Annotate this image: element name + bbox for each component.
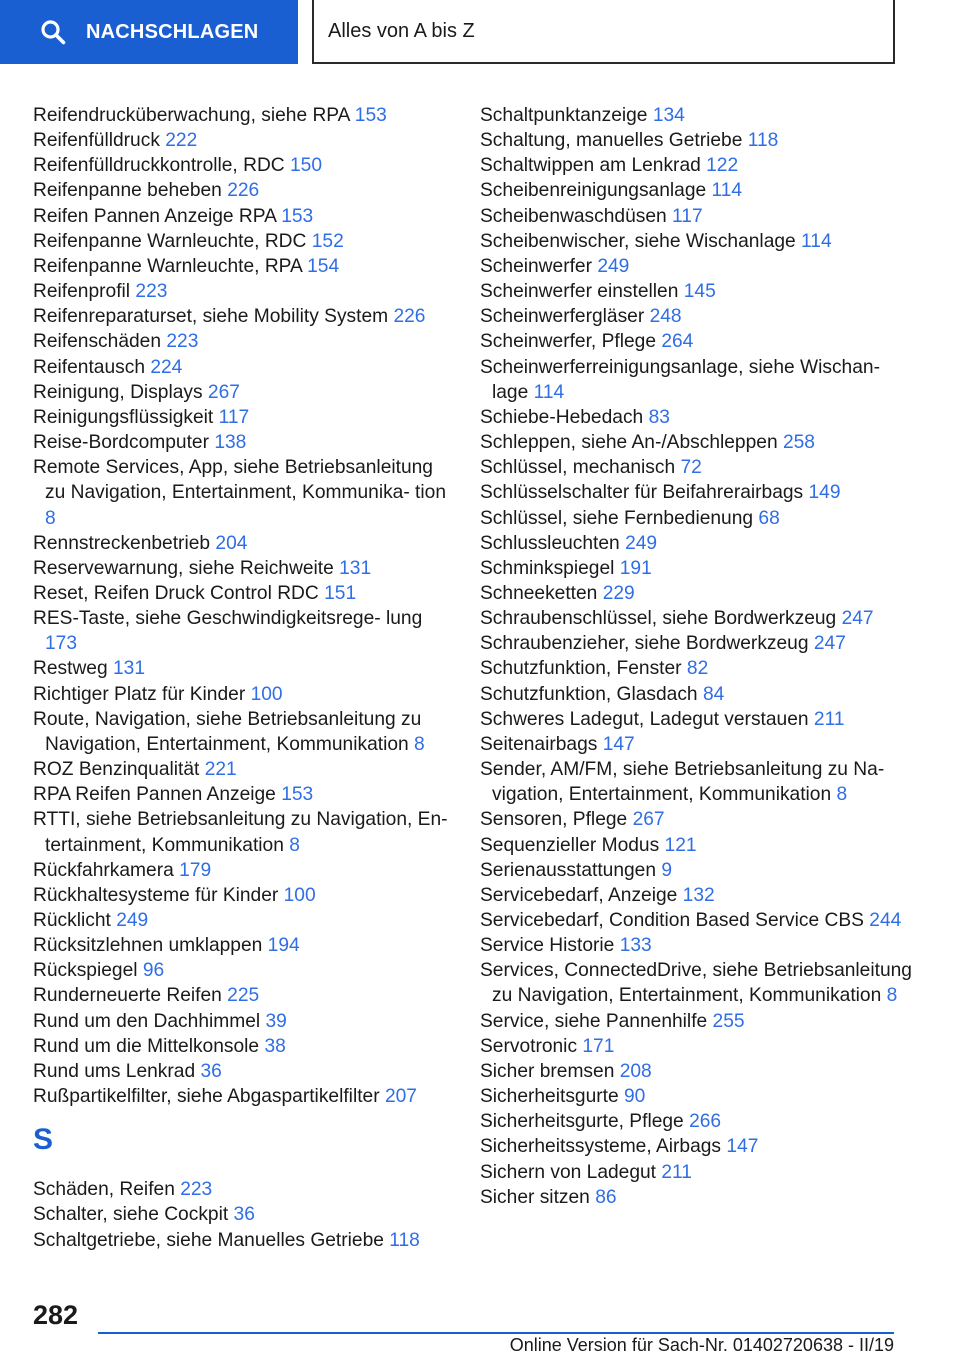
index-entry-text: Schäden, Reifen <box>33 1179 175 1201</box>
index-entry <box>33 380 453 405</box>
index-page-link[interactable]: 8 <box>45 507 56 529</box>
index-entry <box>480 1009 916 1034</box>
index-entry-text: Servotronic <box>480 1035 578 1057</box>
index-entry <box>480 128 916 153</box>
footer-divider <box>98 1332 894 1334</box>
index-page-link[interactable]: 255 <box>712 1010 745 1032</box>
index-entry-text: Scheinwerfergläser <box>480 306 645 328</box>
index-entry-text: Schaltgetriebe, siehe Manuelles Getriebe <box>33 1229 384 1251</box>
index-entry-text: Reifenpanne Warnleuchte, RDC <box>33 230 307 252</box>
index-entry-text: Reifentausch <box>33 356 145 378</box>
index-entry <box>480 1084 916 1109</box>
index-page-link[interactable]: 150 <box>290 155 323 177</box>
index-page-link[interactable]: 133 <box>619 935 652 957</box>
index-page-link[interactable]: 267 <box>632 809 665 831</box>
index-entry-text: Schleppen, siehe An-/Abschleppen <box>480 432 778 454</box>
index-page-link[interactable]: 122 <box>706 155 739 177</box>
index-entry <box>33 128 453 153</box>
index-entry <box>33 983 453 1008</box>
index-page-link[interactable]: 222 <box>165 130 198 152</box>
index-entry <box>480 1059 916 1084</box>
index-entry <box>480 606 916 631</box>
index-page-link[interactable]: 247 <box>813 633 846 655</box>
index-entry-text: Servicebedarf, Anzeige <box>480 884 678 906</box>
index-entry <box>33 908 453 933</box>
index-entry <box>33 455 453 530</box>
index-entry-text: Reifenprofil <box>33 281 131 303</box>
index-entry <box>33 355 453 380</box>
index-entry <box>480 732 916 757</box>
index-page-link[interactable]: 114 <box>533 381 565 403</box>
index-entry-text: Sicherheitssysteme, Airbags <box>480 1136 722 1158</box>
index-entry-text: Runderneuerte Reifen <box>33 985 222 1007</box>
index-entry <box>33 1177 453 1202</box>
index-page-link[interactable]: 171 <box>582 1035 615 1057</box>
index-page-link[interactable]: 72 <box>680 457 702 479</box>
index-page-link[interactable]: 96 <box>142 960 165 982</box>
index-page-link[interactable]: 36 <box>200 1060 222 1082</box>
index-entry <box>480 480 916 505</box>
index-entry <box>480 682 916 707</box>
index-entry-text: Schlussleuchten <box>480 532 620 554</box>
index-entry-text: Rücksitzlehnen umklappen <box>33 935 263 957</box>
index-entry <box>480 631 916 656</box>
index-page-link[interactable]: 194 <box>267 935 300 957</box>
index-page-link[interactable]: 132 <box>682 884 715 906</box>
index-entry-text: Rückfahrkamera <box>33 859 174 881</box>
index-entry <box>33 153 453 178</box>
index-page-link[interactable]: 114 <box>711 180 743 202</box>
index-entry-text: Richtiger Platz für Kinder <box>33 683 246 705</box>
index-page-link[interactable]: 100 <box>283 884 316 906</box>
index-entry <box>480 581 916 606</box>
index-page-link[interactable]: 117 <box>672 205 703 227</box>
index-entry-text: Reifenfülldruck <box>33 130 160 152</box>
index-entry-text: Remote Services, App, siehe Betriebsanleitung zu Navigation, Entertainment, Kommunika- tion <box>33 457 446 504</box>
index-entry <box>480 455 916 480</box>
index-page-link[interactable]: 9 <box>661 859 673 881</box>
index-page-link[interactable]: 204 <box>215 532 248 554</box>
index-entry-text: Reservewarnung, siehe Reichweite <box>33 557 334 579</box>
index-entry-text: Scheinwerfer <box>480 255 592 277</box>
index-entry-text: Schlüssel, mechanisch <box>480 457 676 479</box>
index-entry-text: Schutzfunktion, Fenster <box>480 658 682 680</box>
index-entry-text: Schutzfunktion, Glasdach <box>480 683 698 705</box>
index-entry-text: Rennstreckenbetrieb <box>33 532 211 554</box>
index-entry-text: Service, siehe Pannenhilfe <box>480 1010 708 1032</box>
tab-alles-von-a-bis-z[interactable] <box>312 0 895 64</box>
index-entry-text: Rückhaltesysteme für Kinder <box>33 884 279 906</box>
index-page-link[interactable]: 82 <box>686 658 709 680</box>
index-entry-text: Sicher sitzen <box>480 1186 590 1208</box>
index-entry <box>33 581 453 606</box>
index-page-link[interactable]: 147 <box>726 1136 759 1158</box>
index-page-link[interactable]: 152 <box>311 230 344 252</box>
index-entry <box>480 153 916 178</box>
index-entry <box>33 178 453 203</box>
index-page-link[interactable]: 90 <box>624 1086 646 1108</box>
index-entry <box>480 1185 916 1210</box>
index-entry <box>33 279 453 304</box>
index-page-link[interactable]: 68 <box>758 507 780 529</box>
index-entry <box>33 103 453 128</box>
index-entry-text: Serienausstattungen <box>480 859 657 881</box>
index-page-link[interactable]: 138 <box>214 432 247 454</box>
index-entry <box>480 833 916 858</box>
index-page-link[interactable]: 223 <box>135 281 168 303</box>
index-page-link[interactable]: 244 <box>869 910 902 931</box>
index-page-link[interactable]: 211 <box>661 1161 692 1183</box>
index-entry <box>480 807 916 832</box>
index-entry <box>33 1059 453 1084</box>
index-entry <box>480 1134 916 1159</box>
index-page-link[interactable]: 226 <box>227 180 260 202</box>
index-page-link[interactable]: 211 <box>813 708 845 730</box>
index-page-link[interactable]: 153 <box>281 205 314 227</box>
index-letter-heading: S <box>33 1123 54 1157</box>
index-entry-text: Rund um den Dachhimmel <box>33 1010 261 1032</box>
index-entry <box>33 430 453 455</box>
index-entry <box>33 1034 453 1059</box>
index-entry-text: Rußpartikelfilter, siehe Abgaspartikelfilter <box>33 1086 380 1108</box>
index-page-link[interactable]: 153 <box>281 784 314 806</box>
index-page-link[interactable]: 248 <box>649 306 682 328</box>
index-entry-text: Scheinwerfer einstellen <box>480 281 679 303</box>
index-entry-text: Reifen Pannen Anzeige RPA <box>33 205 276 227</box>
index-entry-text: RTTI, siehe Betriebsanleitung zu Navigation, En- tertainment, Kommunikation <box>33 809 448 856</box>
index-entry-text: Rund ums Lenkrad <box>33 1060 196 1082</box>
index-entry-text: Seitenairbags <box>480 733 598 755</box>
index-entry <box>33 757 453 782</box>
index-page-link[interactable]: 207 <box>384 1086 417 1108</box>
index-entry-text: Sensoren, Pflege <box>480 809 628 831</box>
index-entry <box>480 531 916 556</box>
tab-nachschlagen[interactable] <box>0 0 298 64</box>
index-entry <box>33 682 453 707</box>
index-page-link[interactable]: 154 <box>307 255 340 277</box>
page-number: 282 <box>33 1300 79 1330</box>
index-entry-text: ROZ Benzinqualität <box>33 759 200 781</box>
index-page-link[interactable]: 117 <box>218 406 250 428</box>
index-entry <box>33 1009 453 1034</box>
index-entry <box>33 883 453 908</box>
index-entry-text: Scheinwerfer, Pflege <box>480 331 656 353</box>
index-entry-text: Rund um die Mittelkonsole <box>33 1035 260 1057</box>
index-entry-text: Reifenfülldruckkontrolle, RDC <box>33 155 285 177</box>
index-entry-text: Schraubenschlüssel, siehe Bordwerkzeug <box>480 608 837 630</box>
index-entry <box>480 556 916 581</box>
index-entry-text: Reifenschäden <box>33 331 162 353</box>
tab-label-active: NACHSCHLAGEN <box>86 20 259 43</box>
index-entry-text: RES-Taste, siehe Geschwindigkeitsrege- lung <box>33 608 423 630</box>
index-entry-text: Schlüsselschalter für Beifahrerairbags <box>480 482 804 504</box>
index-entry <box>480 506 916 531</box>
index-entry-text: Rückspiegel <box>33 960 138 982</box>
index-entry <box>480 204 916 229</box>
index-entry <box>480 1034 916 1059</box>
index-page-link[interactable]: 38 <box>264 1035 286 1057</box>
index-entry-text: Sicherheitsgurte <box>480 1086 619 1108</box>
index-page-link[interactable]: 149 <box>808 482 841 504</box>
index-entry-text: Schaltwippen am Lenkrad <box>480 155 701 177</box>
index-entry <box>33 405 453 430</box>
index-page-link[interactable]: 147 <box>602 733 635 755</box>
index-page-link[interactable]: 118 <box>747 130 779 152</box>
index-page-link[interactable]: 249 <box>116 910 149 931</box>
index-page-link[interactable]: 145 <box>683 281 716 303</box>
index-entry-text: Sicherheitsgurte, Pflege <box>480 1111 684 1133</box>
index-entry <box>480 933 916 958</box>
index-entry <box>33 304 453 329</box>
index-page-link[interactable]: 208 <box>619 1060 652 1082</box>
index-entry <box>33 933 453 958</box>
index-entry <box>480 405 916 430</box>
index-entry-text: Sequenzieller Modus <box>480 834 660 856</box>
index-entry <box>480 304 916 329</box>
index-page-link[interactable]: 8 <box>886 985 898 1007</box>
index-entry <box>33 606 453 656</box>
index-entry <box>480 757 916 807</box>
index-entry <box>33 707 453 757</box>
index-page-link[interactable]: 179 <box>179 859 212 881</box>
index-entry <box>33 531 453 556</box>
index-page-link[interactable]: 131 <box>113 658 146 680</box>
index-entry-text: Sender, AM/FM, siehe Betriebsanleitung zu Na- vigation, Entertainment, Kommunikation <box>480 759 885 806</box>
index-entry <box>480 908 916 933</box>
index-page-link[interactable]: 84 <box>702 683 725 705</box>
index-page-link[interactable]: 223 <box>180 1179 213 1201</box>
index-entry-text: Reise-Bordcomputer <box>33 432 209 454</box>
index-page-link[interactable]: 134 <box>652 105 685 126</box>
index-entry-text: Scheibenwaschdüsen <box>480 205 667 227</box>
index-page-link[interactable]: 249 <box>597 255 630 277</box>
index-entry <box>480 656 916 681</box>
index-page-link[interactable]: 121 <box>664 834 697 856</box>
index-page-link[interactable]: 229 <box>602 582 635 604</box>
index-entry <box>33 254 453 279</box>
index-entry-text: Scheibenwischer, siehe Wischanlage <box>480 230 796 252</box>
index-page-link[interactable]: 100 <box>250 683 283 705</box>
index-entry-text: Schaltung, manuelles Getriebe <box>480 130 743 152</box>
index-page-link[interactable]: 8 <box>836 784 848 806</box>
index-page-link[interactable]: 8 <box>289 834 300 856</box>
index-entry <box>480 430 916 455</box>
index-page-link[interactable]: 247 <box>841 608 874 630</box>
index-entry <box>33 656 453 681</box>
index-entry-text: Reifenpanne beheben <box>33 180 222 202</box>
index-entry <box>480 1160 916 1185</box>
index-page-link[interactable]: 118 <box>389 1229 420 1251</box>
index-entry <box>480 229 916 254</box>
index-entry-text: Schraubenzieher, siehe Bordwerkzeug <box>480 633 809 655</box>
index-page-link[interactable]: 114 <box>801 230 832 252</box>
index-entry-text: Reinigungsflüssigkeit <box>33 406 214 428</box>
index-entry-text: Rücklicht <box>33 910 111 931</box>
index-entry-text: Reset, Reifen Druck Control RDC <box>33 582 319 604</box>
index-entry <box>33 958 453 983</box>
index-entry-text: Servicebedarf, Condition Based Service CBS <box>480 910 864 931</box>
index-page-link[interactable]: 8 <box>414 733 425 755</box>
index-page-link[interactable]: 266 <box>689 1111 722 1133</box>
index-entry <box>480 707 916 732</box>
index-entry <box>480 883 916 908</box>
index-entry-text: Reifenreparaturset, siehe Mobility System <box>33 306 389 328</box>
index-entry-text: Schaltpunktanzeige <box>480 105 648 126</box>
index-page-link[interactable]: 221 <box>204 759 237 781</box>
index-entry-text: Reinigung, Displays <box>33 381 203 403</box>
index-entry <box>480 103 916 128</box>
index-entry <box>480 254 916 279</box>
index-entry-text: Restweg <box>33 658 108 680</box>
index-page-link[interactable]: 153 <box>354 105 387 126</box>
index-entry-text: Sichern von Ladegut <box>480 1161 657 1183</box>
index-page-link[interactable]: 258 <box>782 432 815 454</box>
index-page-link[interactable]: 39 <box>265 1010 287 1032</box>
index-entry <box>33 229 453 254</box>
index-entry-text: Schminkspiegel <box>480 557 615 579</box>
index-entry-text: Scheinwerferreinigungsanlage, siehe Wischan- lage <box>480 356 880 403</box>
index-page-link[interactable]: 151 <box>324 582 357 604</box>
index-entry-text: Sicher bremsen <box>480 1060 615 1082</box>
index-page-link[interactable]: 173 <box>45 633 78 655</box>
index-entry-text: Schlüssel, siehe Fernbedienung <box>480 507 754 529</box>
index-entry <box>33 204 453 229</box>
index-entry <box>33 858 453 883</box>
index-entry-text: Schiebe-Hebedach <box>480 406 644 428</box>
index-entry <box>33 1084 453 1109</box>
index-page-link[interactable]: 223 <box>166 331 199 353</box>
search-icon <box>40 19 66 45</box>
index-entry <box>33 1228 453 1253</box>
index-entry-text: Schalter, siehe Cockpit <box>33 1204 229 1226</box>
index-entry-text: Services, ConnectedDrive, siehe Betriebsanleitung zu Navigation, Entertainment, Kommunikation <box>480 960 912 1007</box>
index-entry-text: Scheibenreinigungsanlage <box>480 180 707 202</box>
index-entry <box>33 1202 453 1227</box>
index-entry <box>480 858 916 883</box>
index-page-link[interactable]: 226 <box>393 306 426 328</box>
index-page-link[interactable]: 249 <box>625 532 658 554</box>
index-column-right <box>480 103 916 1210</box>
index-entry-text: Service Historie <box>480 935 615 957</box>
header <box>0 0 960 66</box>
index-page-link[interactable]: 131 <box>339 557 372 579</box>
index-entry-text: RPA Reifen Pannen Anzeige <box>33 784 276 806</box>
index-page-link[interactable]: 267 <box>207 381 240 403</box>
index-entry <box>480 279 916 304</box>
index-page-link[interactable]: 225 <box>227 985 260 1007</box>
index-page-link[interactable]: 83 <box>648 406 670 428</box>
index-entry-text: Reifendrucküberwachung, siehe RPA <box>33 105 350 126</box>
index-page-link[interactable]: 191 <box>619 557 652 579</box>
index-page-link[interactable]: 224 <box>150 356 183 378</box>
index-entry <box>480 355 916 405</box>
index-entry <box>33 782 453 807</box>
index-entry-text: Schweres Ladegut, Ladegut verstauen <box>480 708 809 730</box>
index-entry <box>33 807 453 857</box>
index-entry-text: Reifenpanne Warnleuchte, RPA <box>33 255 302 277</box>
index-entry <box>33 329 453 354</box>
footer-version: Online Version für Sach-Nr. 01402720638 - II/19 <box>509 1335 894 1355</box>
index-page-link[interactable]: 36 <box>233 1204 255 1226</box>
index-entry-text: Schneeketten <box>480 582 598 604</box>
index-entry <box>33 556 453 581</box>
index-page-link[interactable]: 264 <box>661 331 694 353</box>
tab-label-inactive: Alles von A bis Z <box>328 19 475 42</box>
index-column-left <box>33 103 453 1253</box>
index-entry <box>480 329 916 354</box>
index-entry <box>480 1109 916 1134</box>
index-entry <box>480 178 916 203</box>
index-entry <box>480 958 916 1008</box>
index-entry-text: Route, Navigation, siehe Betriebsanleitung zu Navigation, Entertainment, Kommunikation <box>33 708 422 755</box>
index-page-link[interactable]: 86 <box>595 1186 617 1208</box>
